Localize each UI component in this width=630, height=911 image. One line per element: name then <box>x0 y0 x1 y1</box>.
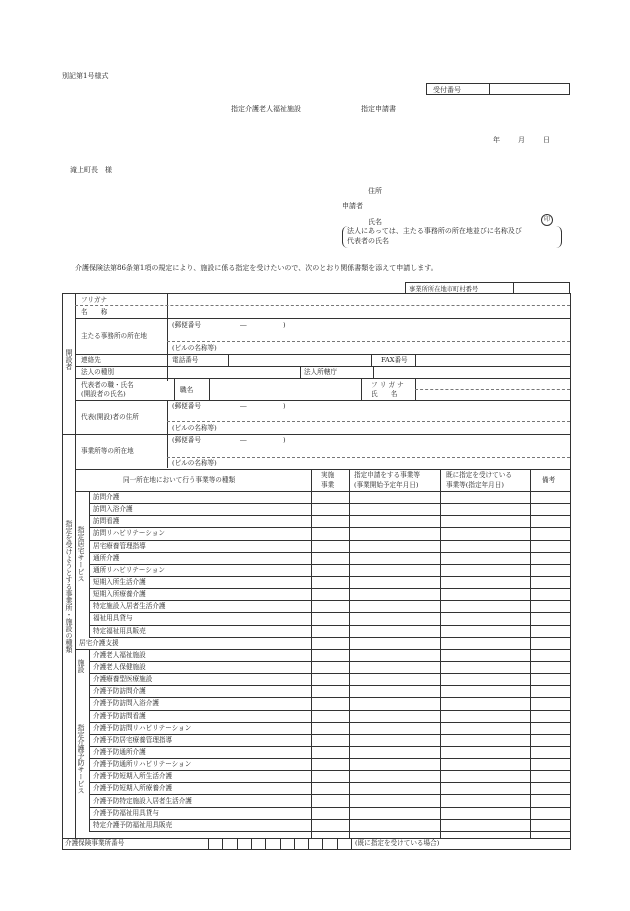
founder-postal-label: (郵便番号 <box>172 321 201 329</box>
date-month: 月 <box>518 136 525 144</box>
phone-label: 電話番号 <box>172 356 199 364</box>
service-name: 訪問看護 <box>93 517 120 526</box>
insurance-number-label: 介護保険事業所番号 <box>65 839 125 847</box>
service-name: 短期入所生活介護 <box>93 577 146 586</box>
service-name: 訪問リハビリテーション <box>93 529 165 538</box>
form-number: 別記第1号様式 <box>62 72 109 80</box>
service-name: 福祉用具貸与 <box>93 614 133 623</box>
insurance-digit-box[interactable] <box>322 838 336 849</box>
date-day: 日 <box>543 136 550 144</box>
receipt-number-label: 受付番号 <box>433 86 461 94</box>
service-name: 通所介護 <box>93 553 120 562</box>
addressee: 滝上町長 様 <box>70 166 112 174</box>
corp-authority-label: 法人所轄庁 <box>304 368 337 376</box>
remarks-header: 備考 <box>542 476 556 484</box>
corporate-note-line2: 代表者の氏名 <box>347 237 389 245</box>
group-divider <box>89 685 90 831</box>
service-name: 特定福祉用具販売 <box>93 626 146 635</box>
name-label: 氏名 <box>368 218 382 226</box>
document-title-suffix: 指定申請書 <box>361 105 396 113</box>
service-name: 介護予防福祉用具貸与 <box>93 808 159 817</box>
rep-address-label: 代表(開設)者の住所 <box>81 413 139 421</box>
rep-title-sub-label: (開設者の氏名) <box>81 390 126 398</box>
rep-furigana-label: フ リ ガ ナ <box>371 381 404 389</box>
insurance-digit-box[interactable] <box>337 838 351 849</box>
facility-group-label: 施設 <box>77 659 85 673</box>
service-name: 介護予防特定施設入居者生活介護 <box>93 796 192 805</box>
insurance-number-note: (既に指定を受けている場合) <box>355 839 440 847</box>
postal-dash: ― <box>240 402 247 410</box>
service-name: 介護療養型医療施設 <box>93 675 153 684</box>
seal-icon: 印 <box>541 214 553 226</box>
furigana-label: フリガナ <box>81 296 108 304</box>
rep-building-label: (ビルの名称等) <box>172 424 217 432</box>
insurance-digit-box[interactable] <box>251 838 265 849</box>
corp-type-label: 法人の種別 <box>81 368 114 376</box>
office-postal-label: (郵便番号 <box>172 436 201 444</box>
service-type-header: 同一所在地において行う事業等の種類 <box>123 476 236 484</box>
contact-label: 連絡先 <box>81 356 101 364</box>
name-field-label: 名 称 <box>81 308 108 316</box>
service-name: 介護予防短期入所療養介護 <box>93 784 173 793</box>
service-name: 介護老人保健施設 <box>93 662 146 671</box>
document-title: 指定介護老人福祉施設 <box>231 105 301 113</box>
service-name: 介護予防通所介護 <box>93 747 146 756</box>
service-name: 介護予防訪問入浴介護 <box>93 699 159 708</box>
main-office-label: 主たる事務所の所在地 <box>81 332 147 340</box>
service-name: 訪問介護 <box>93 493 120 501</box>
insurance-digit-box[interactable] <box>208 838 222 849</box>
insurance-digit-box[interactable] <box>222 838 236 849</box>
insurance-digit-box[interactable] <box>237 838 251 849</box>
service-section-label: 指定を受けようとする事業所・施設の種類 <box>65 520 73 653</box>
service-name: 居宅療養管理指導 <box>93 541 146 550</box>
position-label: 職名 <box>180 386 194 394</box>
postal-close: ) <box>283 402 286 410</box>
date-year: 年 <box>493 136 500 144</box>
home-service-group-label: 指定居宅サービス <box>77 526 85 582</box>
insurance-digit-box[interactable] <box>265 838 279 849</box>
postal-close: ) <box>283 321 286 329</box>
rep-postal-label: (郵便番号 <box>172 402 201 410</box>
service-name: 介護予防訪問リハビリテーション <box>93 723 192 732</box>
insurance-digit-box[interactable] <box>308 838 322 849</box>
rep-name-label: 氏 名 <box>371 390 398 398</box>
municipality-code-label: 事業所所在地市町村番号 <box>409 286 479 293</box>
postal-close: ) <box>283 436 286 444</box>
service-name: 訪問入浴介護 <box>93 505 133 514</box>
service-name: 短期入所療養介護 <box>93 590 146 599</box>
already-header-1: 既に指定を受けている <box>446 471 512 479</box>
office-building-label: (ビルの名称等) <box>172 459 217 467</box>
rep-title-label: 代表者の職・氏名 <box>81 381 134 389</box>
founder-section-label: 開設者 <box>65 349 73 370</box>
apply-header-1: 指定申請をする事業等 <box>354 471 420 479</box>
service-name: 介護予防通所リハビリテーション <box>93 760 192 769</box>
service-name: 介護予防訪問看護 <box>93 711 146 720</box>
service-name: 介護予防訪問介護 <box>93 687 146 696</box>
service-name: 介護予防短期入所生活介護 <box>93 772 173 781</box>
service-name: 通所リハビリテーション <box>93 565 165 574</box>
service-name: 特定介護予防福祉用具販売 <box>93 820 173 829</box>
service-name: 特定施設入居者生活介護 <box>93 602 166 611</box>
service-name: 介護老人福祉施設 <box>93 650 146 659</box>
group-divider <box>89 491 90 637</box>
service-name: 居宅介護支援 <box>79 638 119 647</box>
address-label: 住所 <box>368 187 382 195</box>
corporate-note-line1: 法人にあっては、主たる事務所の所在地並びに名称及び <box>347 227 522 235</box>
postal-dash: ― <box>240 436 247 444</box>
table-row <box>89 819 570 832</box>
service-name: 介護予防居宅療養管理指導 <box>93 735 173 744</box>
office-address-label: 事業所等の所在地 <box>81 447 134 455</box>
group-divider <box>89 649 90 685</box>
founder-building-label: (ビルの名称等) <box>172 344 217 352</box>
corporate-note <box>342 226 562 248</box>
receipt-number-box <box>426 83 570 95</box>
postal-dash: ― <box>240 321 247 329</box>
impl-header-1: 実施 <box>321 471 335 479</box>
applicant-label: 申請者 <box>342 202 363 210</box>
intro-text: 介護保険法第86条第1項の規定により、施設に係る指定を受けたいので、次のとおり関係書類を添えて申請します。 <box>75 264 438 272</box>
already-header-2: 事業等(指定年月日) <box>446 481 504 489</box>
insurance-digit-box[interactable] <box>294 838 308 849</box>
insurance-digit-box[interactable] <box>280 838 294 849</box>
apply-header-2: (事業開始予定年月日) <box>354 481 419 489</box>
prevent-group-label: 指定介護予防サービス <box>77 724 85 794</box>
fax-label: FAX番号 <box>381 356 408 364</box>
application-table <box>62 293 571 850</box>
impl-header-2: 事業 <box>321 481 335 489</box>
